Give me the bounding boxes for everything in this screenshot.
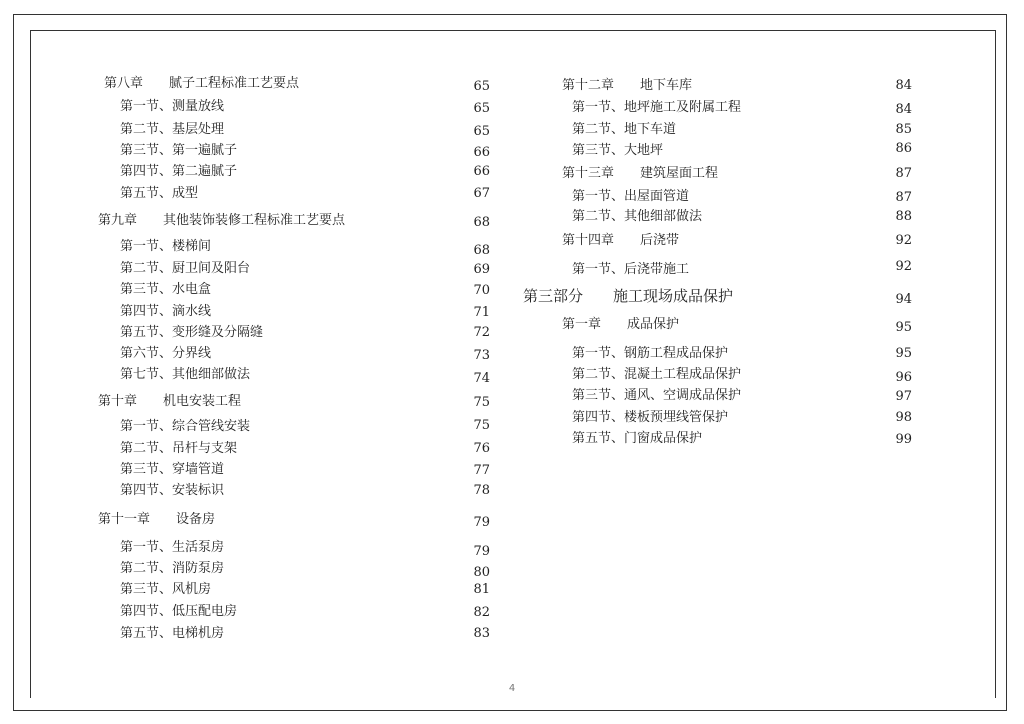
toc-right-entry-page: 98 (895, 410, 912, 425)
toc-left-entry-page: 76 (473, 441, 490, 456)
toc-right-entry-page: 96 (895, 370, 912, 385)
toc-left-entry-page: 79 (473, 544, 490, 559)
toc-right-entry-label: 第三部分 施工现场成品保护 (523, 287, 734, 305)
toc-left-entry-page: 66 (473, 145, 490, 160)
toc-left-entry-page: 83 (473, 626, 490, 641)
toc-left-entry-label: 第四节、安装标识 (120, 483, 225, 498)
toc-right-entry-label: 第二节、混凝土工程成品保护 (572, 367, 742, 382)
toc-right-entry-page: 87 (895, 166, 912, 181)
toc-right-entry-label: 第三节、大地坪 (572, 143, 664, 158)
toc-right-entry-page: 97 (895, 389, 912, 404)
toc-left-entry-page: 74 (473, 371, 490, 386)
toc-right-entry-page: 87 (895, 190, 912, 205)
toc-left-entry-label: 第五节、电梯机房 (120, 626, 225, 641)
toc-right-entry-page: 84 (895, 78, 912, 93)
toc-left-entry-label: 第五节、变形缝及分隔缝 (120, 325, 264, 340)
toc-right-entry-label: 第一节、钢筋工程成品保护 (572, 346, 729, 361)
toc-left-entry-label: 第四节、第二遍腻子 (120, 164, 238, 179)
toc-right-entry-label: 第十四章 后浇带 (562, 233, 680, 248)
toc-right-entry-label: 第四节、楼板预埋线管保护 (572, 410, 729, 425)
toc-left-entry-page: 67 (473, 186, 490, 201)
toc-left-entry-label: 第三节、水电盒 (120, 282, 212, 297)
toc-right-entry-label: 第十二章 地下车库 (562, 78, 693, 93)
toc-left-entry-label: 第十一章 设备房 (98, 512, 216, 527)
toc-left-entry-page: 70 (473, 283, 490, 298)
toc-left-entry-page: 68 (473, 243, 490, 258)
toc-left-entry-label: 第十章 机电安装工程 (98, 394, 242, 409)
toc-left-entry-label: 第一节、测量放线 (120, 99, 225, 114)
toc-left-entry-label: 第七节、其他细部做法 (120, 367, 251, 382)
toc-right-entry-page: 85 (895, 122, 912, 137)
toc-right-entry-page: 86 (895, 141, 912, 156)
toc-right-entry-page: 95 (895, 346, 912, 361)
toc-right-entry-page: 84 (895, 102, 912, 117)
toc-left-entry-label: 第四节、低压配电房 (120, 604, 238, 619)
toc-left-entry-page: 65 (473, 101, 490, 116)
toc-left-entry-page: 81 (473, 582, 490, 597)
toc-left-entry-label: 第二节、消防泵房 (120, 561, 225, 576)
toc-left-entry-page: 72 (473, 325, 490, 340)
toc-left-entry-page: 82 (473, 605, 490, 620)
toc-left-entry-label: 第二节、吊杆与支架 (120, 441, 238, 456)
toc-left-entry-page: 65 (473, 79, 490, 94)
toc-right-entry-label: 第三节、通风、空调成品保护 (572, 388, 742, 403)
toc-left-entry-page: 77 (473, 463, 490, 478)
toc-right-entry-page: 92 (895, 233, 912, 248)
toc-left-entry-label: 第九章 其他装饰装修工程标准工艺要点 (98, 213, 346, 228)
toc-left-entry-page: 73 (473, 348, 490, 363)
toc-right-entry-label: 第二节、地下车道 (572, 122, 677, 137)
toc-right-entry-label: 第一节、地坪施工及附属工程 (572, 100, 742, 115)
toc-right-entry-label: 第一章 成品保护 (562, 317, 680, 332)
toc-left-entry-page: 80 (473, 565, 490, 580)
toc-left-entry-page: 78 (473, 483, 490, 498)
toc-left-entry-label: 第二节、基层处理 (120, 122, 225, 137)
toc-right-entry-page: 95 (895, 320, 912, 335)
toc-left-entry-page: 71 (473, 305, 490, 320)
toc-left-entry-label: 第八章 腻子工程标准工艺要点 (104, 76, 300, 91)
toc-right-entry-label: 第一节、后浇带施工 (572, 262, 690, 277)
toc-right-entry-page: 94 (895, 292, 912, 307)
toc-right-entry-label: 第五节、门窗成品保护 (572, 431, 703, 446)
toc-left-entry-page: 75 (473, 395, 490, 410)
toc-left-entry-label: 第一节、综合管线安装 (120, 419, 251, 434)
toc-left-entry-label: 第一节、生活泵房 (120, 540, 225, 555)
toc-left-entry-label: 第三节、第一遍腻子 (120, 143, 238, 158)
toc-left-entry-label: 第六节、分界线 (120, 346, 212, 361)
toc-left-entry-label: 第四节、滴水线 (120, 304, 212, 319)
toc-right-entry-label: 第二节、其他细部做法 (572, 209, 703, 224)
toc-left-entry-page: 65 (473, 124, 490, 139)
toc-left-entry-page: 69 (473, 262, 490, 277)
toc-right-entry-label: 第一节、出屋面管道 (572, 189, 690, 204)
page-number: 4 (508, 683, 516, 694)
toc-left-entry-page: 66 (473, 164, 490, 179)
toc-left-entry-label: 第三节、风机房 (120, 582, 212, 597)
toc-left-entry-label: 第五节、成型 (120, 186, 199, 201)
toc-right-entry-page: 92 (895, 259, 912, 274)
toc-right-entry-page: 88 (895, 209, 912, 224)
toc-left-entry-page: 79 (473, 515, 490, 530)
toc-left-entry-label: 第三节、穿墙管道 (120, 462, 225, 477)
toc-left-entry-label: 第一节、楼梯间 (120, 239, 212, 254)
toc-left-entry-page: 68 (473, 215, 490, 230)
toc-left-entry-label: 第二节、厨卫间及阳台 (120, 261, 251, 276)
toc-right-entry-label: 第十三章 建筑屋面工程 (562, 166, 719, 181)
toc-right-entry-page: 99 (895, 432, 912, 447)
toc-left-entry-page: 75 (473, 418, 490, 433)
